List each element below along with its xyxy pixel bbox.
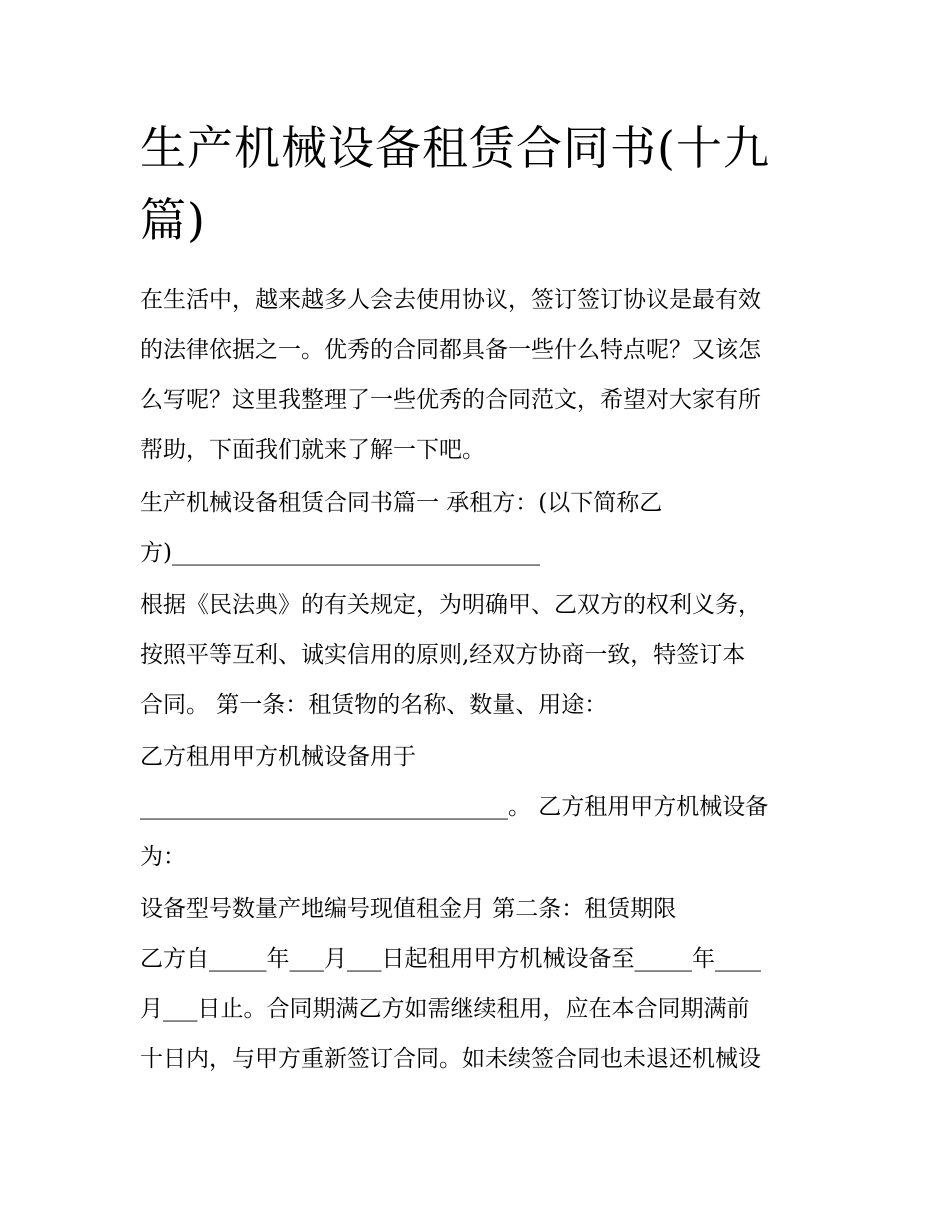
body-line-15: 月___日止。合同期满乙方如需继续租用，应在本合同期满前 bbox=[140, 996, 750, 1022]
body-line-12: 为： bbox=[140, 844, 186, 870]
body-line-13: 设备型号数量产地编号现值租金月 第二条：租赁期限 bbox=[140, 896, 677, 922]
body-line-10: 乙方租用甲方机械设备用于 bbox=[140, 744, 416, 770]
body-line-1: 在生活中，越来越多人会去使用协议，签订签订协议是最有效 bbox=[140, 287, 761, 313]
body-line-3: 么写呢？这里我整理了一些优秀的合同范文，希望对大家有所 bbox=[140, 387, 761, 413]
body-line-5: 生产机械设备租赁合同书篇一 承租方：(以下简称乙 bbox=[140, 490, 663, 516]
body-line-9: 合同。 第一条：租赁物的名称、数量、用途： bbox=[140, 692, 608, 718]
title-line-1: 生产机械设备租赁合同书(十九 bbox=[140, 121, 770, 175]
body-line-2: 的法律依据之一。优秀的合同都具备一些什么特点呢？又该怎 bbox=[140, 337, 761, 363]
body-line-7: 根据《民法典》的有关规定，为明确甲、乙双方的权利义务， bbox=[140, 592, 761, 618]
body-line-4: 帮助，下面我们就来了解一下吧。 bbox=[140, 437, 485, 463]
body-line-8: 按照平等互利、诚实信用的原则,经双方协商一致，特签订本 bbox=[140, 642, 746, 668]
body-line-11: ________________________________。 乙方租用甲方机械设备 bbox=[140, 794, 769, 820]
title-line-2: 篇) bbox=[140, 193, 206, 247]
body-line-14: 乙方自_____年___月___日起租用甲方机械设备至_____年____ bbox=[140, 946, 761, 972]
body-line-6: 方)________________________________ bbox=[140, 540, 540, 566]
body-line-16: 十日内，与甲方重新签订合同。如未续签合同也未退还机械设 bbox=[140, 1046, 761, 1072]
document-title bbox=[140, 112, 830, 256]
